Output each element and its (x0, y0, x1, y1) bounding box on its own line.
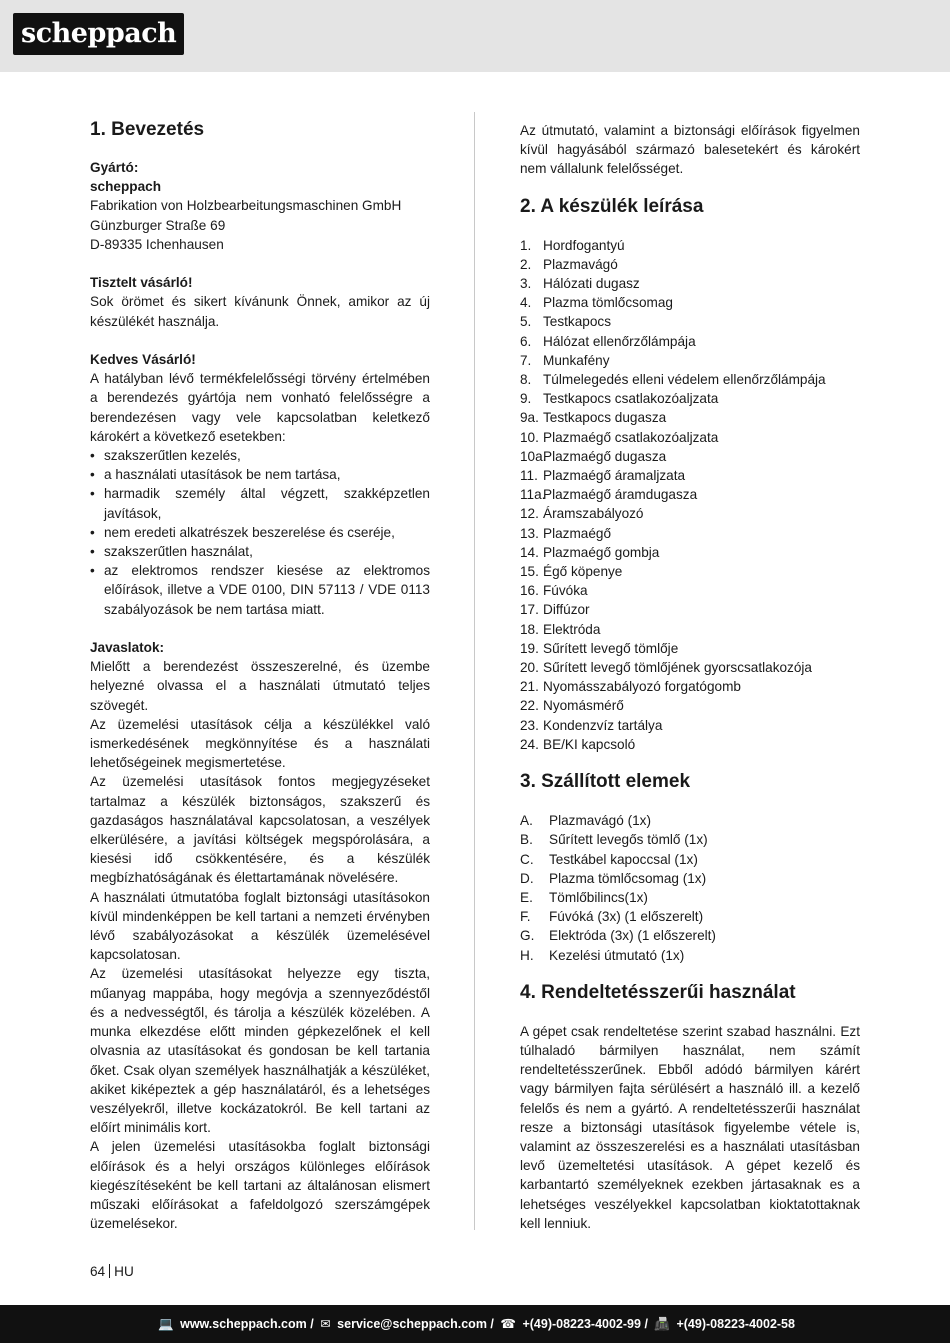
manufacturer-name: scheppach (90, 179, 162, 195)
liability-list (90, 446, 430, 619)
list-item: 19. Sűrített levegő tömlője (520, 640, 679, 656)
liability-text: A hatályban lévő termékfelelősségi törvény értelmében a berendezés gyártója nem vonható felelősségre a berendezésen vagy vele kapcsolatban keletkező károkért a következő esetekben: (90, 371, 430, 444)
list-item: • szakszerűtlen kezelés, (90, 446, 430, 465)
list-item: 20. Sűrített levegő tömlőjének gyorscsatlakozója (520, 660, 812, 676)
list-item: 10a. Plazmaégő dugasza (520, 448, 667, 464)
section-2-title: 2. A készülék leírása (520, 195, 704, 217)
list-item: 13. Plazmaégő (520, 525, 612, 541)
paragraph: Az üzemelési utasítások fontos megjegyzéseket tartalmaz a készülék biztonságos, szakszerű és gazdaságos használatával kapcsolatosan, a veszélyek elkerülésére, a javítási költségek megspórolására, a kiesési idő csökkentésére, és a készülék megbízhatóságának és élettartamának növelésére. (90, 774, 430, 886)
list-item: 22. Nyomásmérő (520, 698, 624, 714)
list-item: 17. Diffúzor (520, 602, 590, 618)
list-item: 23. Kondenzvíz tartálya (520, 717, 663, 733)
list-item: 11a. Plazmaégő áramdugasza (520, 487, 698, 503)
list-item: 1. Hordfogantyú (520, 237, 625, 253)
page-header (0, 0, 950, 72)
address-line: D-89335 Ichenhausen (90, 236, 224, 252)
phone-icon: ☎ (500, 1317, 516, 1331)
column-divider (474, 112, 475, 1230)
list-item: • nem eredeti alkatrészek beszerelése és cseréje, (90, 523, 430, 542)
paragraph: Az üzemelési utasítások célja a készülékkel való ismerkedésének megkönnyítése és a használati lehetőségeinek megismertetése. (90, 716, 430, 771)
list-item: 9a. Testkapocs dugasza (520, 410, 667, 426)
list-item: 6. Hálózat ellenőrzőlámpája (520, 333, 696, 349)
list-item: E. Tömlőbilincs(1x) (520, 889, 648, 905)
parts-list (520, 236, 860, 754)
scheppach-logo: scheppach (13, 13, 184, 55)
email-link[interactable]: service@scheppach.com (337, 1317, 487, 1331)
list-item: C. Testkábel kapoccsal (1x) (520, 851, 698, 867)
page-footer: 💻 www.scheppach.com / ✉ service@scheppach.com / ☎ +(49)-08223-4002-99 / 📠 +(49)-08223-4002-58 (0, 1305, 950, 1343)
list-item: 21. Nyomásszabályozó forgatógomb (520, 679, 741, 695)
list-item: 5. Testkapocs (520, 314, 612, 330)
section-1-title: 1. Bevezetés (90, 119, 205, 140)
list-item: H. Kezelési útmutató (1x) (520, 947, 685, 963)
paragraph: A jelen üzemelési utasításokba foglalt biztonsági előírások és a helyi országos különleges előírások kiegészítéseként be kell tartani az általánosan elismert műszaki előírásokat a fafeldolgozó szerszámgépek üzemelésekor. (90, 1139, 430, 1232)
address-line: Fabrikation von Holzbearbeitungsmaschinen GmbH (90, 198, 402, 214)
list-item: G. Elektróda (3x) (1 előszerelt) (520, 928, 716, 944)
list-item: 9. Testkapocs csatlakozóaljzata (520, 391, 719, 407)
website-link[interactable]: www.scheppach.com (180, 1317, 307, 1331)
email-icon: ✉ (320, 1317, 331, 1331)
list-item: 7. Munkafény (520, 352, 610, 368)
list-item: 24. BE/KI kapcsoló (520, 736, 636, 752)
paragraph: Az üzemelési utasításokat helyezze egy tiszta, műanyag mappába, hogy megóvja a szennyeződéstől és a nedvességtől, és tárolja a készülék közelében. A munka elkezdése előtt minden gépkezelőnek el kell olvasnia az utasításokat és gondosan be kell tartania őket. Csak olyan személyek használhatják a készüléket, akiket kiképeztek a gép használatáról, és a lehetséges veszélyekről, illetve kockázatokról. Be kell tartani az előírt minimális kort. (90, 966, 430, 1136)
list-item: D. Plazma tömlőcsomag (1x) (520, 870, 707, 886)
list-item: 18. Elektróda (520, 621, 601, 637)
page-number: 64 HU (90, 1264, 134, 1279)
list-item: A. Plazmavágó (1x) (520, 813, 651, 829)
list-item: 15. Égő köpenye (520, 564, 623, 580)
list-item: • szakszerűtlen használat, (90, 542, 430, 561)
disclaimer-text: Az útmutató, valamint a biztonsági előírások figyelmen kívül hagyásából származó balesetekért és károkért nem vállalunk felelősséget. (520, 123, 860, 177)
computer-icon: 💻 (158, 1317, 174, 1331)
list-item: B. Sűrített levegős tömlő (1x) (520, 832, 708, 848)
paragraph: Mielőtt a berendezést összeszerelné, és üzembe helyezné olvassa el a használati útmutató teljes szövegét. (90, 659, 430, 713)
list-item: 12. Áramszabályozó (520, 506, 644, 522)
list-item: 10. Plazmaégő csatlakozóaljzata (520, 429, 719, 445)
greeting-label: Tisztelt vásárló! (90, 275, 193, 291)
list-item: 11. Plazmaégő áramaljzata (520, 468, 686, 484)
address-line: Günzburger Straße 69 (90, 217, 226, 233)
customer-label: Kedves Vásárló! (90, 352, 196, 367)
list-item: 16. Fúvóka (520, 583, 588, 599)
list-item: • az elektromos rendszer kiesése az elektromos előírások, illetve a VDE 0100, DIN 57113 / VDE 0113 szabályozások be nem tartása miatt. (90, 561, 430, 619)
recommendations-label: Javaslatok: (90, 640, 165, 656)
list-item: 8. Túlmelegedés elleni védelem ellenőrzőlámpája (520, 372, 826, 388)
manufacturer-label: Gyártó: (90, 160, 139, 175)
left-column (90, 118, 430, 1233)
delivery-list (520, 811, 860, 965)
fax-number: +(49)-08223-4002-58 (676, 1317, 795, 1331)
list-item: • harmadik személy által végzett, szakképzetlen javítások, (90, 484, 430, 522)
list-item: 4. Plazma tömlőcsomag (520, 295, 673, 311)
section-4-title: 4. Rendeltetésszerűi használat (520, 981, 796, 1003)
greeting-text: Sok örömet és sikert kívánunk Önnek, amikor az új készülékét használja. (90, 294, 430, 329)
paragraph: A használati útmutatóba foglalt biztonsági utasításokon kívül mindenképpen be kell tartani a nemzeti érvényben lévő szabályozásokat a készülék üzemelésével kapcsolatosan. (90, 889, 430, 963)
phone-number: +(49)-08223-4002-99 (522, 1317, 641, 1331)
right-column (520, 121, 860, 1233)
list-item: 14. Plazmaégő gombja (520, 544, 660, 560)
list-item: 3. Hálózati dugasz (520, 276, 640, 292)
intended-use-text: A gépet csak rendeltetése szerint szabad használni. Ezt túlhaladó bármilyen használat, nem számít rendeltetésszerűnek. Ebből adódó bármilyen kárért vagy bármilyen fajta sérülésért a használó ill. a kezelő felelős és nem a gyártó. A rendeltetésszerűi használat resze a biztonsági utasítások figyelembe vétele is, valamint az összeszerelési es a használati utasításban levő üzemeltetési utasítások. A gépet kezelő és karbantartó személyeknek ezekben jártasaknak es a lehetséges veszélyekkel kapcsolatban kioktatottaknak kell lenniuk. (520, 1023, 860, 1231)
fax-icon: 📠 (654, 1317, 670, 1331)
section-3-title: 3. Szállított elemek (520, 771, 691, 793)
list-item: • a használati utasítások be nem tartása, (90, 465, 430, 484)
list-item: F. Fúvóká (3x) (1 előszerelt) (520, 909, 704, 925)
list-item: 2. Plazmavágó (520, 256, 618, 272)
